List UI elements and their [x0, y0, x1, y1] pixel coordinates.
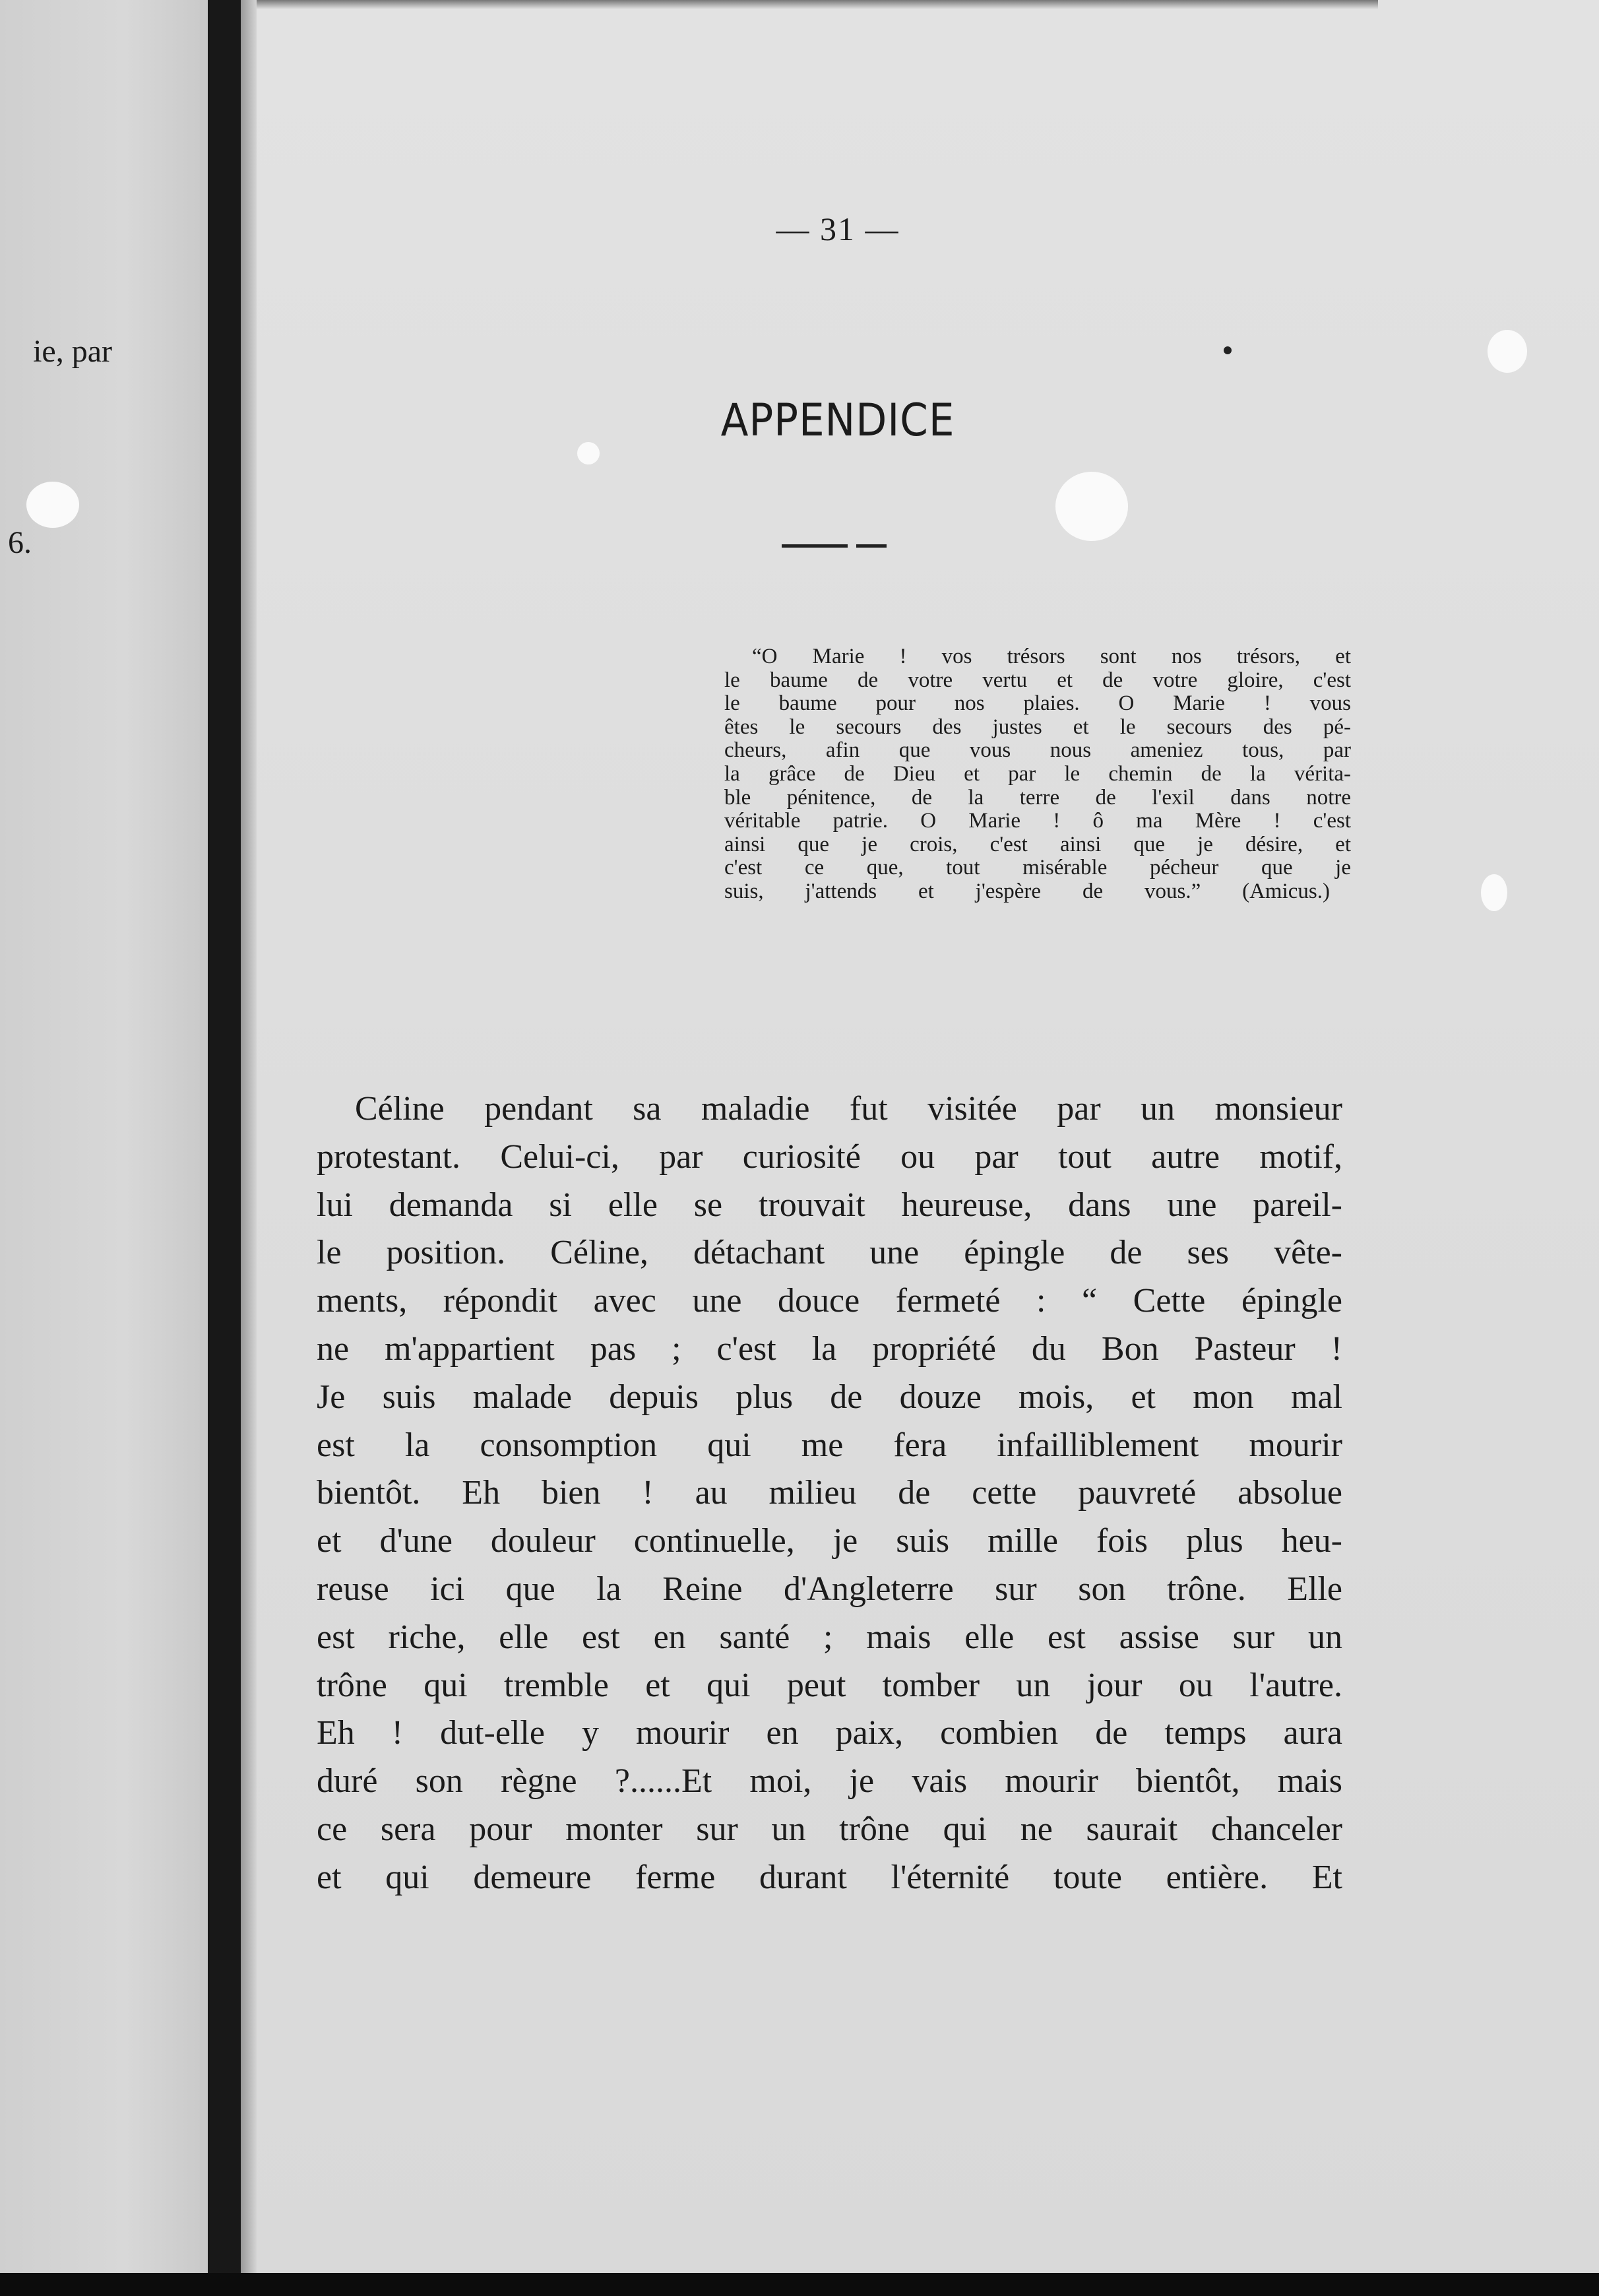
body-line: ne m'appartient pas ; c'est la propriété du Bon Pasteur ! — [317, 1329, 1342, 1368]
title-rule — [856, 544, 887, 548]
scan-speck — [26, 482, 79, 528]
body-line: est la consomption qui me fera infailliblement mourir — [317, 1426, 1342, 1464]
scan-speck — [1488, 330, 1527, 373]
top-shadow — [257, 0, 1378, 9]
epigraph-line: ble pénitence, de la terre de l'exil dans notre — [724, 785, 1351, 810]
body-line: et d'une douleur continuelle, je suis mille fois plus heu- — [317, 1522, 1342, 1560]
epigraph-line: le baume pour nos plaies. O Marie ! vous — [724, 691, 1351, 716]
body-line: duré son règne ?......Et moi, je vais mourir bientôt, mais — [317, 1762, 1342, 1801]
epigraph-line: suis, j'attends et j'espère de vous.” (Amicus.) — [724, 879, 1330, 903]
left-page-fragment: 6. — [8, 525, 32, 560]
body-line: protestant. Celui-ci, par curiosité ou par tout autre motif, — [317, 1137, 1342, 1176]
title-rule — [782, 544, 848, 548]
gutter-edge — [241, 0, 257, 2273]
body-line: reuse ici que la Reine d'Angleterre sur son trône. Elle — [317, 1570, 1342, 1608]
left-page-fragment: ie, par — [33, 334, 112, 369]
body-line: est riche, elle est en santé ; mais elle est assise sur un — [317, 1618, 1342, 1656]
scan-speck — [1224, 346, 1232, 354]
body-line: et qui demeure ferme durant l'éternité toute entière. Et — [317, 1858, 1342, 1896]
book-gutter — [208, 0, 241, 2273]
epigraph-line: cheurs, afin que vous nous ameniez tous, par — [724, 738, 1351, 763]
body-line: Céline pendant sa maladie fut visitée par un monsieur — [355, 1090, 1342, 1128]
page-number: — 31 — — [776, 210, 900, 247]
body-line: Je suis malade depuis plus de douze mois, et mon mal — [317, 1378, 1342, 1416]
body-line: ments, répondit avec une douce fermeté : “ Cette épingle — [317, 1282, 1342, 1320]
body-paragraph — [317, 1085, 1342, 1902]
epigraph-line: c'est ce que, tout misérable pécheur que je — [724, 856, 1351, 880]
scan-bottom-border — [0, 2273, 1599, 2296]
scan-speck — [1481, 874, 1507, 911]
body-line: le position. Céline, détachant une épingle de ses vête- — [317, 1234, 1342, 1272]
body-line: bientôt. Eh bien ! au milieu de cette pauvreté absolue — [317, 1474, 1342, 1512]
section-title: APPENDICE — [720, 395, 955, 447]
epigraph-line: êtes le secours des justes et le secours des pé- — [724, 715, 1351, 739]
scan-speck — [577, 442, 600, 464]
epigraph-line: la grâce de Dieu et par le chemin de la vérita- — [724, 761, 1351, 786]
body-line: ce sera pour monter sur un trône qui ne saurait chanceler — [317, 1810, 1342, 1848]
epigraph-line: “O Marie ! vos trésors sont nos trésors, et — [752, 645, 1351, 668]
body-line: trône qui tremble et qui peut tomber un jour ou l'autre. — [317, 1666, 1342, 1704]
body-line: Eh ! dut-elle y mourir en paix, combien de temps aura — [317, 1714, 1342, 1752]
body-line: lui demanda si elle se trouvait heureuse, dans une pareil- — [317, 1186, 1342, 1224]
epigraph-quote — [724, 645, 1351, 904]
epigraph-line: ainsi que je crois, c'est ainsi que je désire, et — [724, 832, 1351, 856]
epigraph-line: véritable patrie. O Marie ! ô ma Mère ! c'est — [724, 809, 1351, 833]
left-page-edge — [0, 0, 208, 2273]
scan-speck — [1055, 472, 1128, 541]
epigraph-line: le baume de votre vertu et de votre gloire, c'est — [724, 668, 1351, 692]
